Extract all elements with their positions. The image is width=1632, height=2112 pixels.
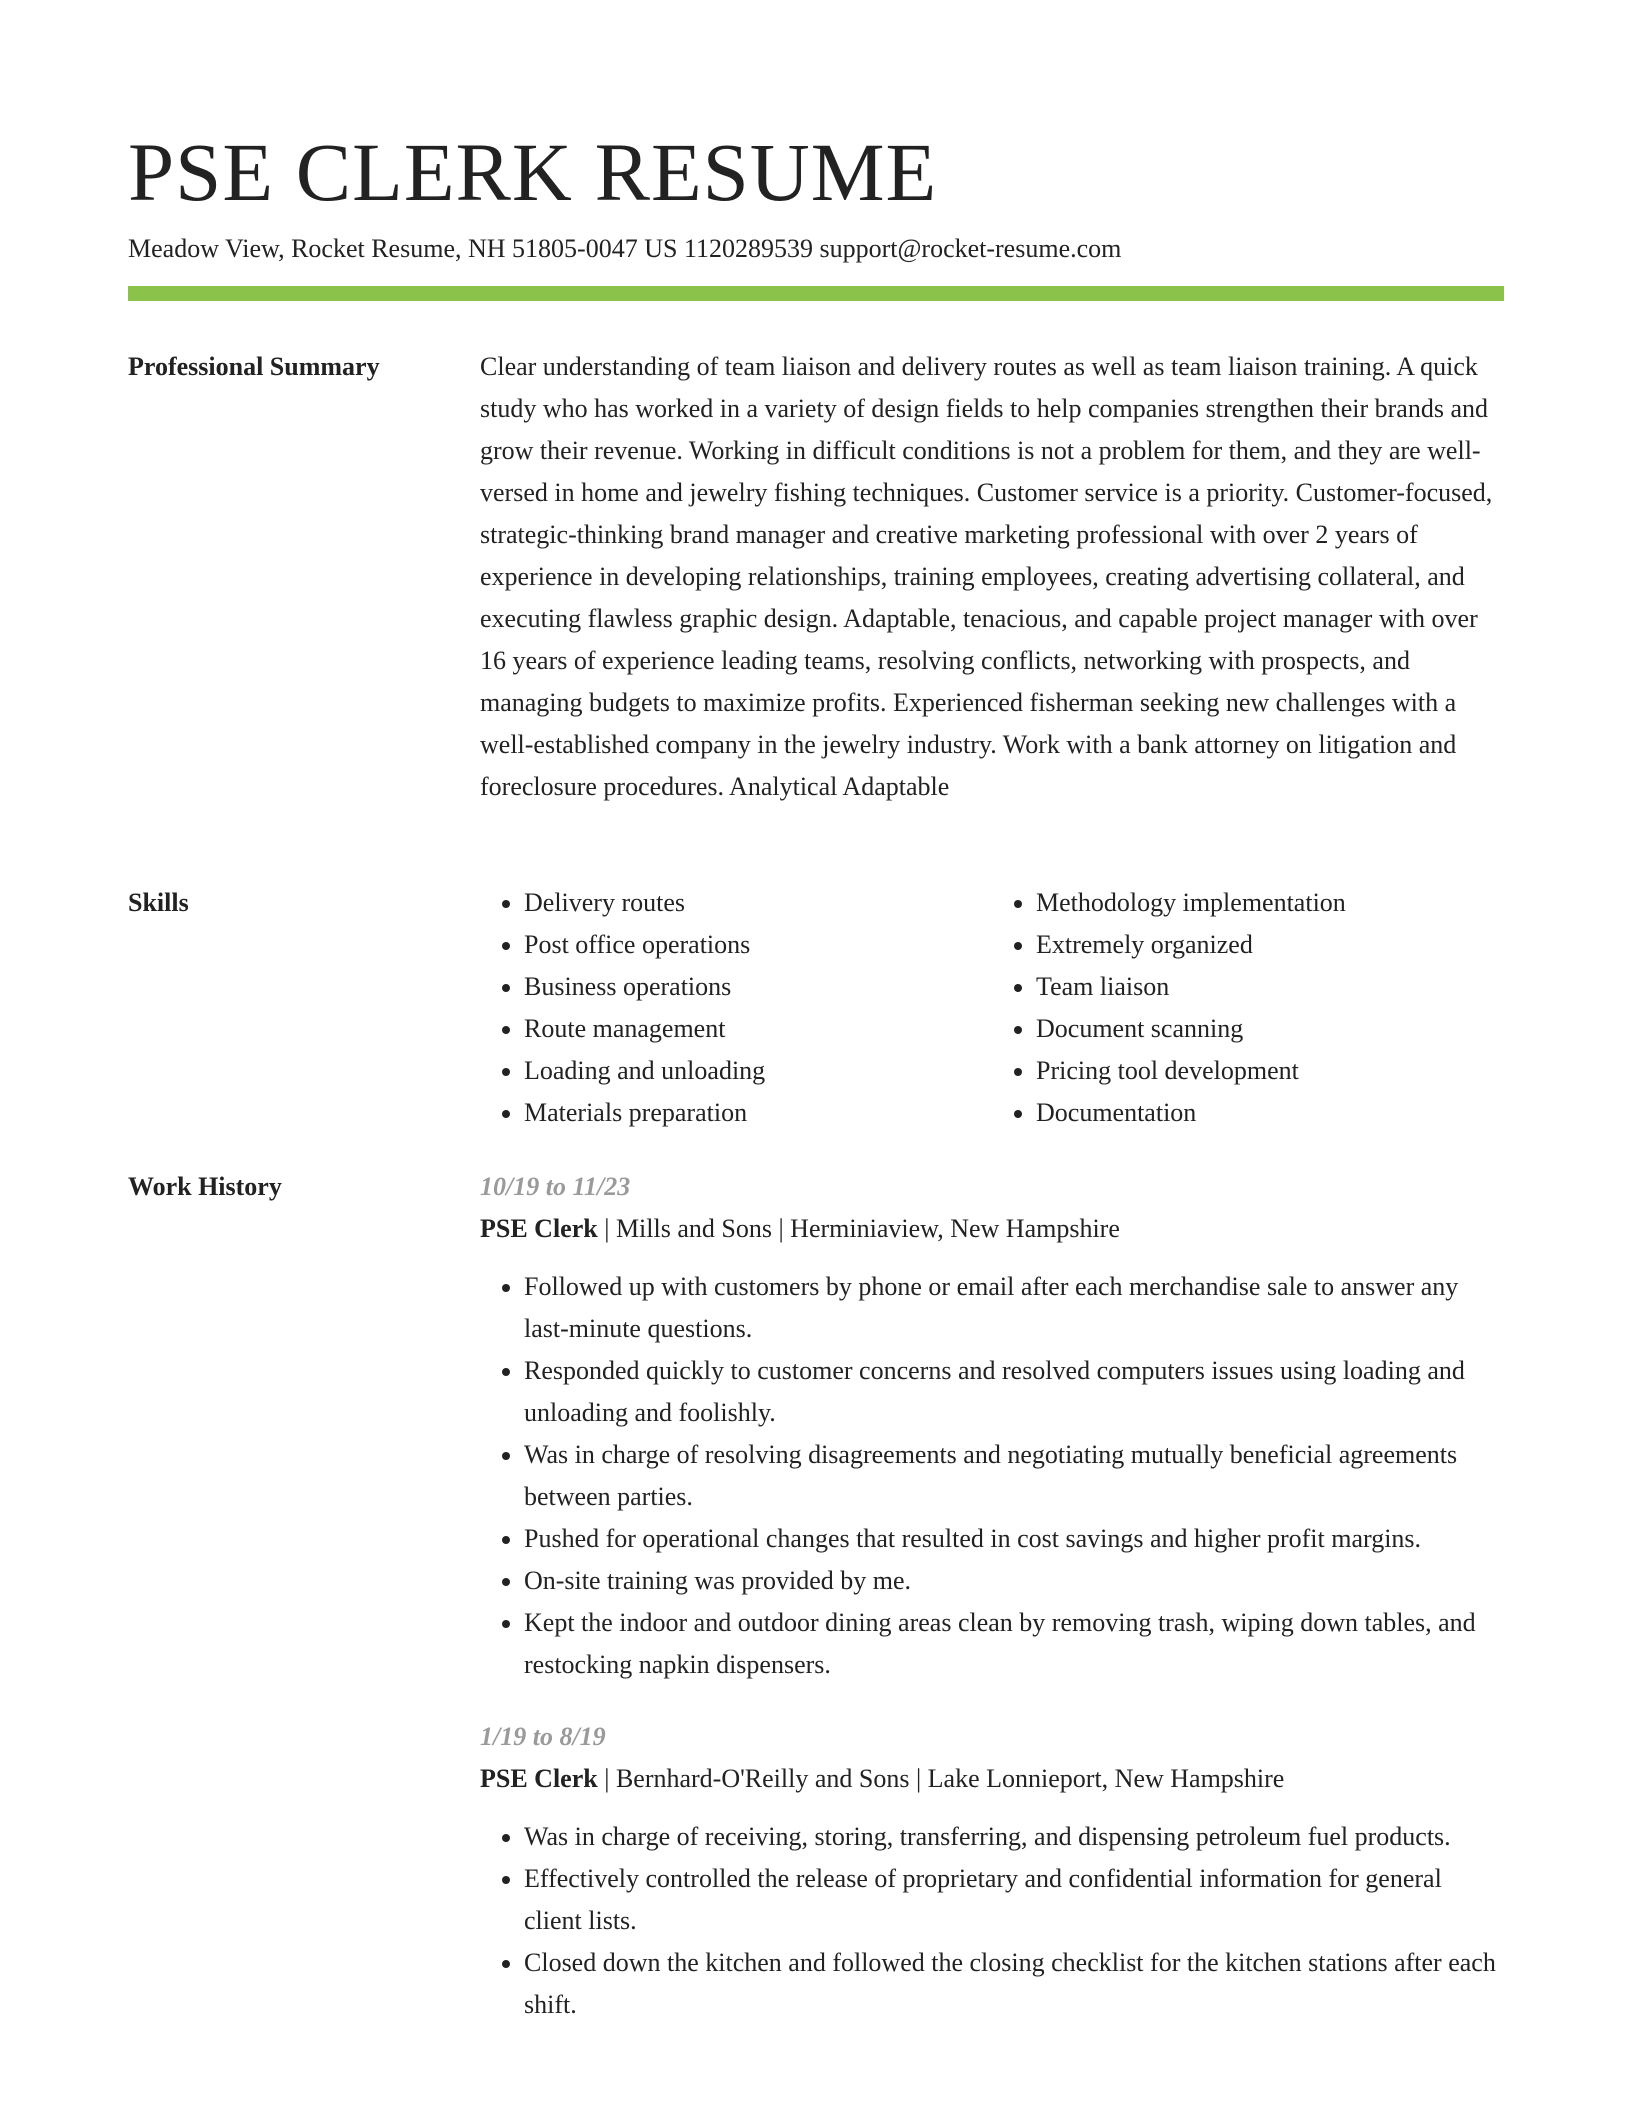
job-duties (480, 1266, 1504, 1686)
duty-item: • Was in charge of receiving, storing, transferring, and dispensing petroleum fuel products. (524, 1816, 1504, 1858)
job-title: PSE Clerk (480, 1764, 598, 1793)
duty-item: • Responded quickly to customer concerns and resolved computers issues using loading and unloading and foolishly. (524, 1350, 1504, 1434)
skill-item: • Loading and unloading (524, 1050, 992, 1092)
skills-list-right (992, 882, 1504, 1134)
duty-item: • Kept the indoor and outdoor dining areas clean by removing trash, wiping down tables, and restocking napkin dispensers. (524, 1602, 1504, 1686)
skill-item: • Materials preparation (524, 1092, 992, 1134)
job-heading (480, 1208, 1504, 1250)
summary-text: Clear understanding of team liaison and delivery routes as well as team liaison training. A quick study who has worked in a variety of design fields to help companies strengthen their brands and grow their revenue. Working in difficult conditions is not a problem for them, and they are well-versed in home and jewelry fishing techniques. Customer service is a priority. Customer-focused, strategic-thinking brand manager and creative marketing professional with over 2 years of experience in developing relationships, training employees, creating advertising collateral, and executing flawless graphic design. Adaptable, tenacious, and capable project manager with over 16 years of experience leading teams, resolving conflicts, networking with prospects, and managing budgets to maximize profits. Experienced fisherman seeking new challenges with a well-established company in the jewelry industry. Work with a bank attorney on litigation and foreclosure procedures. Analytical Adaptable (480, 352, 1493, 801)
duty-item: • On-site training was provided by me. (524, 1560, 1504, 1602)
summary-heading: Professional Summary (128, 352, 380, 381)
skills-heading: Skills (128, 888, 189, 917)
skill-item: • Route management (524, 1008, 992, 1050)
contact-line: Meadow View, Rocket Resume, NH 51805-0047 US 1120289539 support@rocket-resume.com (128, 234, 1122, 263)
skill-item: • Team liaison (1036, 966, 1504, 1008)
job-employer-location: | Mills and Sons | Herminiaview, New Hampshire (597, 1214, 1120, 1243)
skills-body (480, 882, 1504, 1134)
duty-item: • Effectively controlled the release of proprietary and confidential information for general client lists. (524, 1858, 1504, 1942)
skill-item: • Documentation (1036, 1092, 1504, 1134)
skill-item: • Pricing tool development (1036, 1050, 1504, 1092)
header-divider (128, 286, 1504, 301)
skill-item: • Business operations (524, 966, 992, 1008)
skill-item: • Delivery routes (524, 882, 992, 924)
duty-item: • Was in charge of resolving disagreements and negotiating mutually beneficial agreements between parties. (524, 1434, 1504, 1518)
job-heading (480, 1758, 1504, 1800)
work-history-heading: Work History (128, 1172, 282, 1201)
job-entry (480, 1166, 1504, 1686)
duty-item: • Followed up with customers by phone or email after each merchandise sale to answer any last-minute questions. (524, 1266, 1504, 1350)
skill-item: • Post office operations (524, 924, 992, 966)
job-duties (480, 1816, 1504, 2026)
skill-item: • Document scanning (1036, 1008, 1504, 1050)
resume-title: PSE CLERK RESUME (128, 126, 938, 218)
job-dates: 1/19 to 8/19 (480, 1722, 606, 1751)
skill-item: • Extremely organized (1036, 924, 1504, 966)
skill-item: • Methodology implementation (1036, 882, 1504, 924)
summary-body (480, 346, 1504, 808)
job-title: PSE Clerk (480, 1214, 598, 1243)
job-employer-location: | Bernhard-O'Reilly and Sons | Lake Lonnieport, New Hampshire (597, 1764, 1285, 1793)
duty-item: • Pushed for operational changes that resulted in cost savings and higher profit margins. (524, 1518, 1504, 1560)
duty-item: • Closed down the kitchen and followed the closing checklist for the kitchen stations after each shift. (524, 1942, 1504, 2026)
skills-list-left (480, 882, 992, 1134)
job-entry (480, 1716, 1504, 2026)
job-dates: 10/19 to 11/23 (480, 1172, 631, 1201)
work-history-body (480, 1166, 1504, 2026)
